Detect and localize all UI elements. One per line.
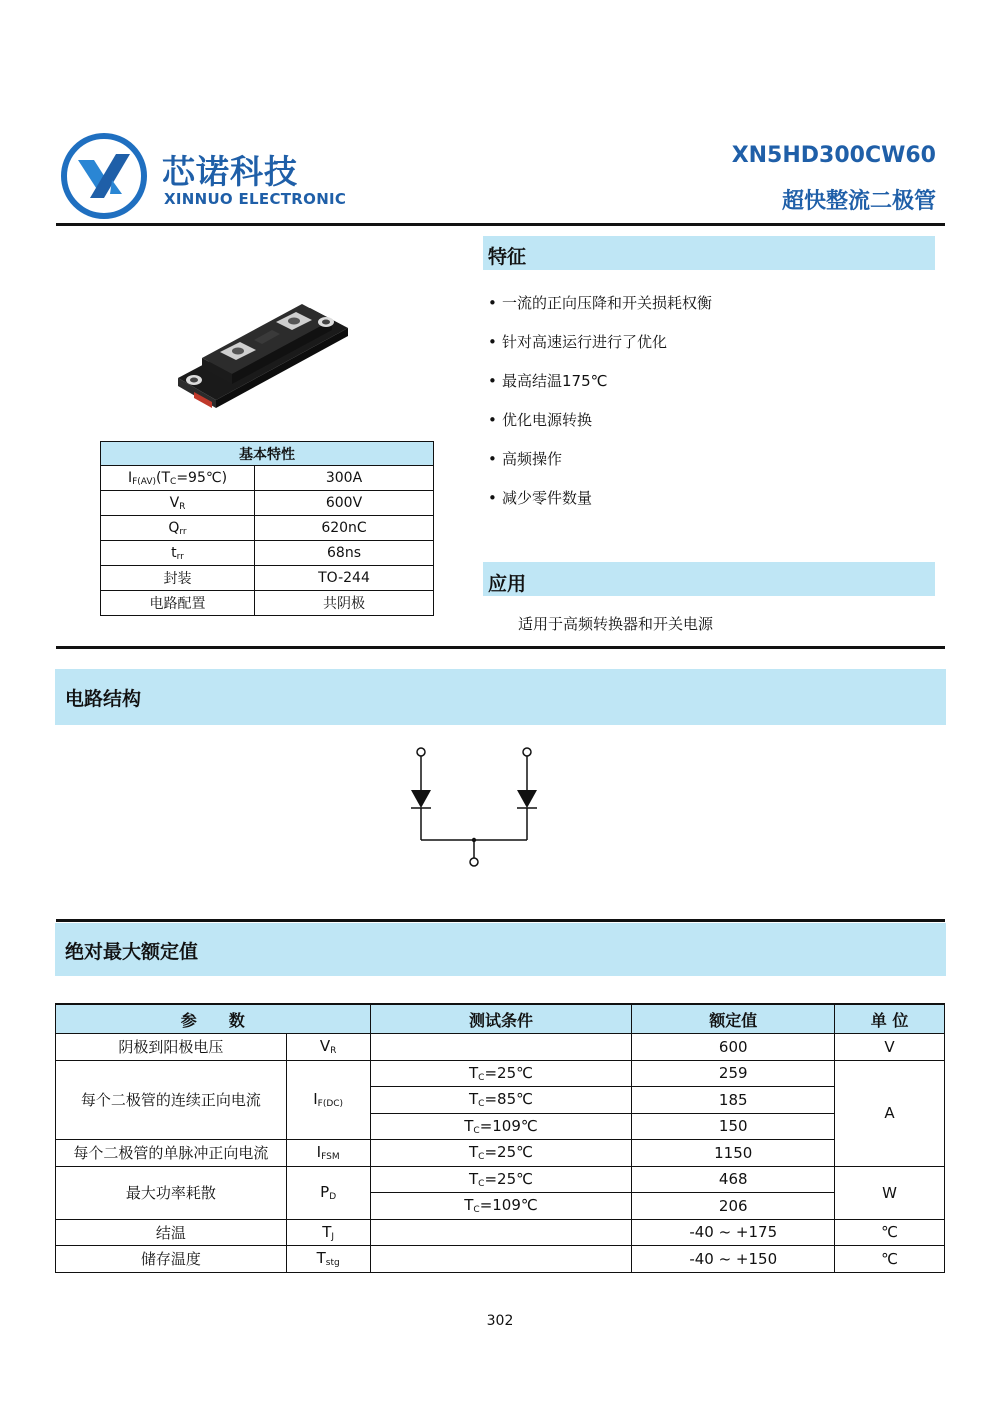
test-condition: $T_C=25℃$ bbox=[370, 1140, 632, 1167]
test-condition: $T_C=109℃$ bbox=[370, 1193, 632, 1220]
brand-name-chinese: 芯诺科技 bbox=[162, 152, 298, 191]
ratings-title: 绝对最大额定值 bbox=[65, 941, 199, 963]
rated-value: 468 bbox=[632, 1166, 835, 1193]
test-condition: $T_C=25℃$ bbox=[370, 1060, 632, 1087]
applications-title: 应用 bbox=[488, 573, 527, 595]
spec-param: $I_{F(AV)}(T_C=95℃)$ bbox=[101, 466, 255, 491]
table-row bbox=[56, 1219, 945, 1246]
unit: ℃ bbox=[835, 1246, 945, 1273]
feature-item: • 一流的正向压降和开关损耗权衡 bbox=[488, 294, 713, 312]
spec-param: $t_{rr}$ bbox=[101, 541, 255, 566]
rated-value: 206 bbox=[632, 1193, 835, 1220]
unit: W bbox=[835, 1166, 945, 1219]
circuit-title: 电路结构 bbox=[65, 688, 142, 710]
feature-item: • 最高结温175℃ bbox=[488, 372, 608, 390]
spec-param: 电路配置 bbox=[101, 591, 255, 616]
feature-item: • 优化电源转换 bbox=[488, 411, 593, 429]
table-row bbox=[56, 1060, 945, 1087]
spec-value: 68ns bbox=[255, 541, 434, 566]
part-type: 超快整流二极管 bbox=[781, 189, 936, 214]
param-symbol: $I_{F(DC)}$ bbox=[286, 1060, 370, 1140]
section-divider bbox=[56, 919, 945, 922]
param-name: 储存温度 bbox=[56, 1246, 287, 1273]
applications-text: 适用于高频转换器和开关电源 bbox=[518, 615, 714, 633]
rated-value: 259 bbox=[632, 1060, 835, 1087]
test-condition: $T_C=25℃$ bbox=[370, 1166, 632, 1193]
table-row bbox=[101, 541, 434, 566]
test-condition bbox=[370, 1034, 632, 1061]
param-symbol: $T_{stg}$ bbox=[286, 1246, 370, 1273]
feature-item: • 减少零件数量 bbox=[488, 489, 593, 507]
spec-param: $V_R$ bbox=[101, 491, 255, 516]
param-name: 阴极到阳极电压 bbox=[56, 1034, 287, 1061]
header-unit: 单 位 bbox=[835, 1004, 945, 1034]
spec-value: 600V bbox=[255, 491, 434, 516]
absolute-max-ratings-table bbox=[55, 1003, 945, 1273]
spec-value: TO-244 bbox=[255, 566, 434, 591]
section-divider bbox=[56, 646, 945, 649]
table-row bbox=[56, 1246, 945, 1273]
param-name: 结温 bbox=[56, 1219, 287, 1246]
header-param: 参 数 bbox=[56, 1004, 371, 1034]
test-condition: $T_C=85℃$ bbox=[370, 1087, 632, 1114]
test-condition bbox=[370, 1246, 632, 1273]
diode-icon bbox=[411, 790, 431, 808]
feature-item: • 针对高速运行进行了优化 bbox=[488, 333, 668, 351]
table-row bbox=[56, 1034, 945, 1061]
diode-icon bbox=[517, 790, 537, 808]
bullet-icon: • bbox=[488, 372, 497, 390]
applications-section-bar bbox=[483, 562, 935, 596]
spec-param: 封装 bbox=[101, 566, 255, 591]
rated-value: 1150 bbox=[632, 1140, 835, 1167]
table-row bbox=[101, 516, 434, 541]
basic-specs-table bbox=[100, 441, 434, 616]
xinnuo-logo-icon bbox=[60, 132, 148, 220]
basic-specs-title: 基本特性 bbox=[101, 442, 434, 466]
feature-item: • 高频操作 bbox=[488, 450, 563, 468]
page-number: 302 bbox=[486, 1313, 514, 1329]
features-section-bar bbox=[483, 236, 935, 270]
product-module-image bbox=[172, 300, 362, 410]
rated-value: -40 ~ +175 bbox=[632, 1219, 835, 1246]
header-divider bbox=[56, 223, 945, 226]
rated-value: 600 bbox=[632, 1034, 835, 1061]
rated-value: 150 bbox=[632, 1113, 835, 1140]
unit: ℃ bbox=[835, 1219, 945, 1246]
table-row bbox=[56, 1166, 945, 1193]
brand-name-english: XINNUO ELECTRONIC bbox=[164, 190, 347, 208]
bullet-icon: • bbox=[488, 489, 497, 507]
table-row bbox=[101, 591, 434, 616]
param-symbol: $T_J$ bbox=[286, 1219, 370, 1246]
param-symbol: $I_{FSM}$ bbox=[286, 1140, 370, 1167]
spec-value: 620nC bbox=[255, 516, 434, 541]
param-symbol: $P_D$ bbox=[286, 1166, 370, 1219]
param-name: 每个二极管的单脉冲正向电流 bbox=[56, 1140, 287, 1167]
unit: V bbox=[835, 1034, 945, 1061]
param-name: 最大功率耗散 bbox=[56, 1166, 287, 1219]
unit: A bbox=[835, 1060, 945, 1166]
table-row bbox=[101, 466, 434, 491]
table-row bbox=[101, 491, 434, 516]
bullet-icon: • bbox=[488, 450, 497, 468]
spec-value: 共阴极 bbox=[255, 591, 434, 616]
param-name: 每个二极管的连续正向电流 bbox=[56, 1060, 287, 1140]
test-condition: $T_C=109℃$ bbox=[370, 1113, 632, 1140]
bullet-icon: • bbox=[488, 411, 497, 429]
part-number: XN5HD300CW60 bbox=[731, 143, 936, 168]
header-value: 额定值 bbox=[632, 1004, 835, 1034]
bullet-icon: • bbox=[488, 333, 497, 351]
bullet-icon: • bbox=[488, 294, 497, 312]
rated-value: 185 bbox=[632, 1087, 835, 1114]
common-cathode-circuit-diagram bbox=[400, 740, 550, 875]
test-condition bbox=[370, 1219, 632, 1246]
spec-value: 300A bbox=[255, 466, 434, 491]
rated-value: -40 ~ +150 bbox=[632, 1246, 835, 1273]
header-condition: 测试条件 bbox=[370, 1004, 632, 1034]
spec-param: $Q_{rr}$ bbox=[101, 516, 255, 541]
features-title: 特征 bbox=[488, 246, 527, 268]
circuit-section-bar bbox=[55, 669, 946, 725]
table-row bbox=[56, 1140, 945, 1167]
param-symbol: $V_R$ bbox=[286, 1034, 370, 1061]
table-row bbox=[101, 566, 434, 591]
